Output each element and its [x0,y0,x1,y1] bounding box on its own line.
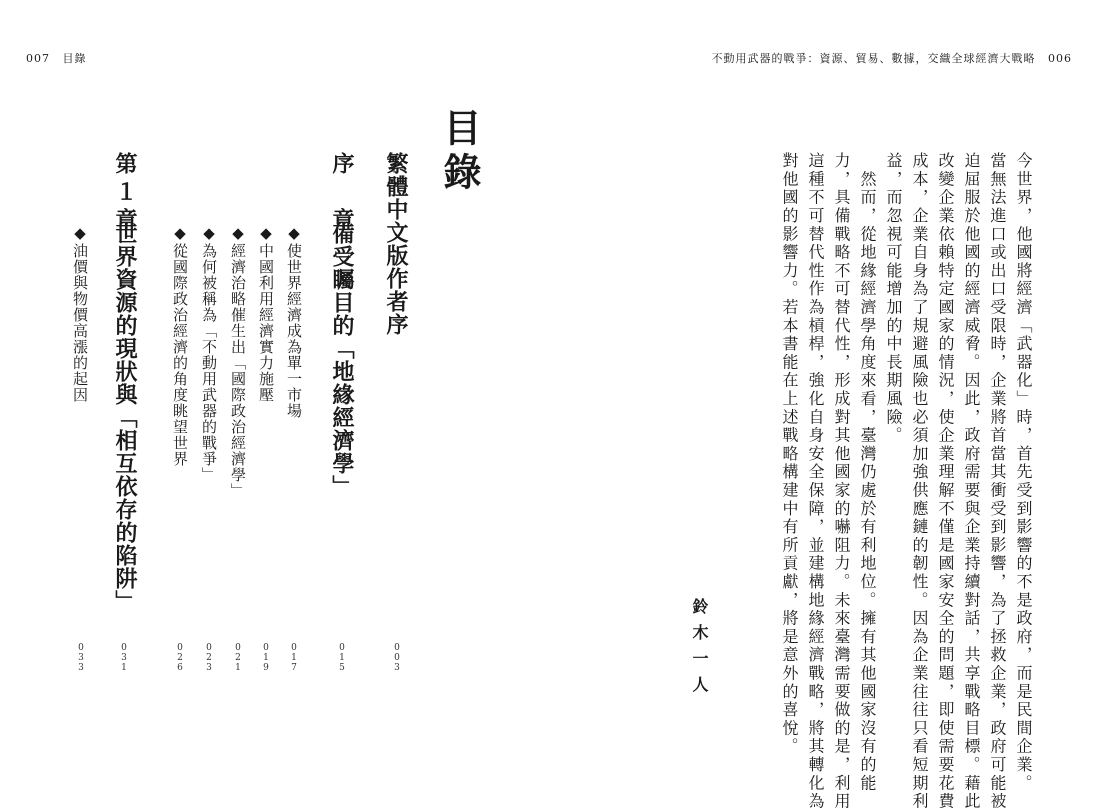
page-number-chapter1: 031 [119,643,129,673]
body-line: 對他國的影響力。若本書能在上述戰略構建中有所貢獻，將是意外的喜悅。 [780,152,799,756]
right-running-header [712,50,1073,66]
body-line: 迫屈服於他國的經濟威脅。因此，政府需要與企業持續對話，共享戰略目標。藉此 [962,152,981,811]
right-page-number: 006 [1048,52,1072,65]
left-header-title: 目錄 [62,52,87,65]
author-name: 鈴木一人 [690,598,709,702]
page-number-preface: 003 [392,643,402,673]
toc-title: 目錄 [437,108,482,196]
toc-item[interactable]: ◆為何被稱為「不動用武器的戰爭」 [200,224,218,483]
toc-item[interactable]: ◆從國際政治經濟的角度眺望世界 [171,224,189,467]
page-number: 023 [204,643,214,673]
chapter1-label: 第１章 [112,152,138,236]
body-line: 力，具備戰略不可替代性，形成對其他國家的嚇阻力。未來臺灣需要做的是，利用 [832,152,851,811]
left-running-header [26,50,87,66]
body-line: 當無法進口或出口受限時，企業將首當其衝受到影響，為了拯救企業，政府可能被 [988,152,1007,811]
body-line: 這種不可替代性作為槓桿，強化自身安全保障，並建構地緣經濟戰略，將其轉化為 [806,152,825,811]
page-number: 021 [233,643,243,673]
page-number: 026 [175,643,185,673]
body-line: 益，而忽視可能增加的中長期風險。 [884,152,903,445]
body-line: 改變企業依賴特定國家的情況，使企業理解不僅是國家安全的問題，即使需要花費 [936,152,955,811]
prologue-label: 序 章 [329,152,355,236]
toc-entry-preface[interactable]: 繁體中文版作者序 [383,152,409,336]
right-header-title: 不動用武器的戰爭：資源、貿易、數據，交織全球經濟大戰略 [711,52,1036,65]
body-line: 然而，從地緣經濟學角度來看，臺灣仍處於有利地位。擁有其他國家沒有的能 [858,152,877,793]
body-line: 今世界，他國將經濟「武器化」時，首先受到影響的不是政府，而是民間企業。 [1014,152,1033,793]
toc-entry-chapter1[interactable]: 世界資源的現狀與「相互依存的陷阱」 [112,222,138,613]
toc-item[interactable]: ◆使世界經濟成為單一市場 [285,224,303,419]
page-number: 033 [76,643,86,673]
toc-item[interactable]: ◆油價與物價高漲的起因 [71,224,89,403]
body-line: 成本，企業自身為了規避風險也必須加強供應鏈的韌性。因為企業往往只看短期利 [910,152,929,811]
page-number: 017 [289,643,299,673]
toc-entry-prologue[interactable]: 備受矚目的「地緣經濟學」 [329,222,355,498]
toc-item[interactable]: ◆中國利用經濟實力施壓 [257,224,275,403]
page-number-prologue: 015 [337,643,347,673]
toc-item[interactable]: ◆經濟治略催生出「國際政治經濟學」 [229,224,247,499]
left-page-number: 007 [26,52,50,65]
page-number: 019 [261,643,271,673]
